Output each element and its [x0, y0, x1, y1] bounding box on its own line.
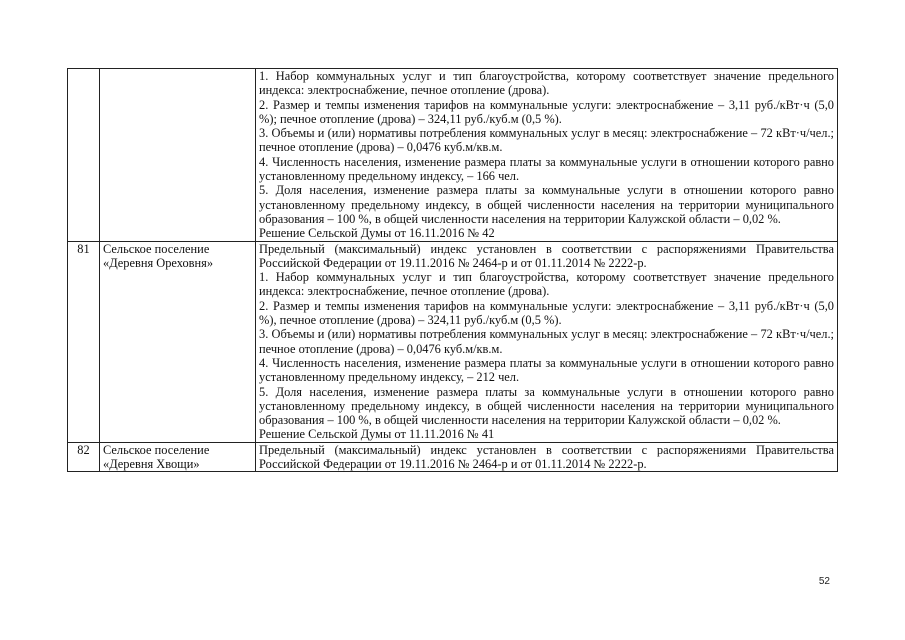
paragraph: 3. Объемы и (или) нормативы потребления коммунальных услуг в месяц: электроснабжение – 72 кВт·ч/чел.; печное отопление (дрова) – 0,0476 куб.м/кв.м. [259, 126, 834, 155]
paragraph: 5. Доля населения, изменение размера платы за коммунальные услуги в отношении которого равно установленному предельному индексу, в общей численности населения на территории муниципального образования – 100 %, в общей численности населения на территории Калужской области – 0,02 %. [259, 384, 834, 428]
municipality-name: Сельское поселение «Деревня Хвощи» [100, 442, 256, 472]
index-description [256, 442, 838, 472]
paragraph: 4. Численность населения, изменение размера платы за коммунальные услуги в отношении которого равно установленному предельному индексу, – 212 чел. [259, 355, 834, 385]
decision-reference: Решение Сельской Думы от 11.11.2016 № 41 [259, 427, 495, 442]
paragraph: Предельный (максимальный) индекс установлен в соответствии с распоряжениями Правительства Российской Федерации от 19.11.2016 № 2464-р и от 01.11.2014 № 2222-р. [259, 442, 834, 472]
table-row [68, 442, 838, 472]
row-number [68, 69, 100, 242]
paragraph: 5. Доля населения, изменение размера платы за коммунальные услуги в отношении которого равно установленному предельному индексу, в общей численности населения на территории муниципального образования – 100 %, в общей численности населения на территории Калужской области – 0,02 %. [259, 183, 834, 226]
paragraph: 2. Размер и темпы изменения тарифов на коммунальные услуги: электроснабжение – 3,11 руб./кВт·ч (5,0 %), печное отопление (дрова) – 324,11 руб./куб.м (0,5 %). [259, 298, 834, 328]
index-description [256, 69, 838, 242]
paragraph: 1. Набор коммунальных услуг и тип благоустройства, которому соответствует значение предельного индекса: электроснабжение, печное отопление (дрова). [259, 270, 834, 299]
index-description [256, 241, 838, 442]
row-number: 81 [68, 241, 100, 442]
row-number: 82 [68, 442, 100, 472]
decision-reference: Решение Сельской Думы от 16.11.2016 № 42 [259, 226, 495, 241]
paragraph: 3. Объемы и (или) нормативы потребления коммунальных услуг в месяц: электроснабжение – 72 кВт·ч/чел.; печное отопление (дрова) – 0,0476 куб.м/кв.м. [259, 327, 834, 356]
page-number: 52 [818, 576, 830, 587]
municipal-index-table [67, 68, 838, 472]
table-row [68, 69, 838, 242]
municipality-name: Сельское поселение «Деревня Ореховня» [100, 241, 256, 442]
paragraph: 4. Численность населения, изменение размера платы за коммунальные услуги в отношении которого равно установленному предельному индексу, – 166 чел. [259, 154, 834, 184]
municipality-name [100, 69, 256, 242]
paragraph: 1. Набор коммунальных услуг и тип благоустройства, которому соответствует значение предельного индекса: электроснабжение, печное отопление (дрова). [259, 69, 834, 98]
paragraph: 2. Размер и темпы изменения тарифов на коммунальные услуги: электроснабжение – 3,11 руб./кВт·ч (5,0 %); печное отопление (дрова) – 324,11 руб./куб.м (0,5 %). [259, 97, 834, 126]
paragraph: Предельный (максимальный) индекс установлен в соответствии с распоряжениями Правительства Российской Федерации от 19.11.2016 № 2464-р и от 01.11.2014 № 2222-р. [259, 241, 834, 270]
table-row [68, 241, 838, 442]
